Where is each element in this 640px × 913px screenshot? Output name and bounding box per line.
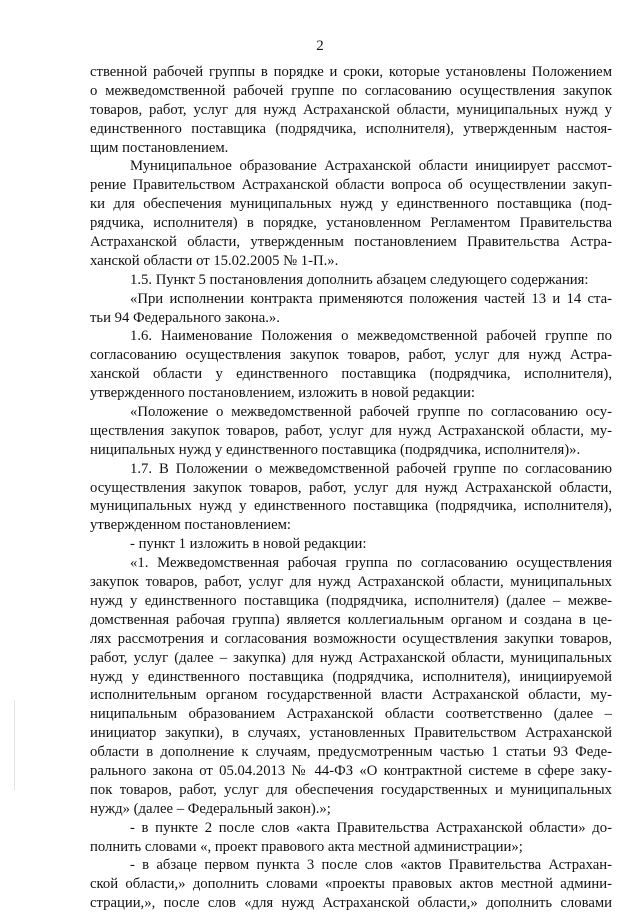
text-line: - пункт 1 изложить в новой редакции: — [130, 536, 367, 553]
text-line: единственного поставщика (подрядчика, исполнителя), утвержденным настоя- — [90, 120, 612, 137]
scan-margin-mark — [14, 700, 15, 790]
text-line: ханской области у единственного поставщика (подрядчика, исполнителя), — [90, 366, 612, 383]
text-line: муниципальных нужд у единственного поставщика (подрядчика, исполнителя), — [90, 498, 612, 515]
text-line: согласованию осуществления закупок товаров, работ, услуг для нужд Астра- — [90, 347, 612, 364]
text-line: домственная рабочая группа) является коллегиальным органом и создана в це- — [90, 611, 612, 628]
text-line: ской области,» дополнить словами «проекты правовых актов местной админи- — [90, 876, 612, 893]
text-line: пок товаров, работ, услуг для обеспечения государственных и муниципальных — [90, 781, 612, 798]
text-line: ханской области от 15.02.2005 № 1-П.». — [90, 252, 339, 269]
text-line: рение Правительством Астраханской области вопроса об осуществлении закуп- — [90, 177, 612, 194]
text-line: ственной рабочей группы в порядке и сроки, которые установлены Положением — [90, 64, 612, 80]
text-line: ки для обеспечения муниципальных нужд у единственного поставщика (под- — [90, 196, 612, 213]
text-line: рального закона от 05.04.2013 № 44-ФЗ «О контрактной системе в сфере заку- — [90, 762, 612, 779]
text-line: «Положение о межведомственной рабочей группе по согласованию осу- — [130, 404, 612, 421]
text-line: нужд у единственного поставщика (подрядчика, исполнителя) (далее – межве- — [90, 592, 612, 609]
text-line: о межведомственной рабочей группе по согласованию осуществления закупок — [90, 82, 612, 99]
text-line: Астраханской области, утвержденным постановлением Правительства Астра- — [90, 234, 612, 251]
text-line: - в пункте 2 после слов «акта Правительства Астраханской области» до- — [130, 819, 612, 836]
text-line: «1. Межведомственная рабочая группа по согласованию осуществления — [130, 555, 612, 572]
text-line: нужд у единственного поставщика (подрядчика, исполнителя), инициируемой — [90, 668, 612, 685]
text-line: 1.5. Пункт 5 постановления дополнить абзацем следующего содержания: — [130, 271, 589, 288]
text-line: ниципальных нужд у единственного поставщика (подрядчика, исполнителя)». — [90, 441, 581, 458]
text-line: тьи 94 Федерального закона.». — [90, 309, 280, 326]
page-number: 2 — [316, 38, 324, 54]
text-line: утвержденном постановлением: — [90, 517, 291, 534]
text-line: области в дополнение к случаям, предусмотренным частью 1 статьи 93 Феде- — [90, 744, 612, 761]
text-line: «При исполнении контракта применяются положения частей 13 и 14 ста- — [130, 290, 612, 307]
text-line: рядчика, исполнителя) в порядке, установленном Регламентом Правительства — [90, 215, 612, 232]
text-line: работ, услуг (далее – закупка) для нужд Астраханской области, муниципальных — [90, 649, 612, 666]
text-line: страции,», после слов «для нужд Астраханской области,» дополнить словами — [90, 895, 612, 912]
text-line: закупок товаров, работ, услуг для нужд Астраханской области, муниципальных — [90, 574, 612, 591]
text-line: - в абзаце первом пункта 3 после слов «актов Правительства Астрахан- — [130, 857, 612, 874]
text-line: Муниципальное образование Астраханской области инициирует рассмот- — [130, 158, 612, 175]
text-line: 1.6. Наименование Положения о межведомственной рабочей группе по — [130, 328, 612, 345]
text-line: товаров, работ, услуг для нужд Астраханской области, муниципальных нужд у — [90, 101, 612, 118]
text-line: осуществления закупок товаров, работ, услуг для нужд Астраханской области, — [90, 479, 612, 496]
text-line: нужд» (далее – Федеральный закон).»; — [90, 800, 331, 817]
text-line: лях рассмотрения и согласования возможности осуществления закупки товаров, — [90, 630, 612, 647]
text-line: ществления закупок товаров, работ, услуг для нужд Астраханской области, му- — [90, 422, 612, 439]
text-line: полнить словами «, проект правового акта местной администрации»; — [90, 838, 523, 855]
text-line: щим постановлением. — [90, 139, 229, 156]
document-body — [90, 63, 612, 913]
text-line: ниципальным образованием Астраханской области соответственно (далее – — [90, 706, 612, 723]
text-line: инициатор закупки), в случаях, установленных Правительством Астраханской — [90, 725, 612, 742]
text-line: 1.7. В Положении о межведомственной рабочей группе по согласованию — [130, 460, 612, 477]
text-line: исполнительным органом государственной власти Астраханской области, му- — [90, 687, 612, 704]
text-line: утвержденного постановлением, изложить в новой редакции: — [90, 385, 475, 402]
